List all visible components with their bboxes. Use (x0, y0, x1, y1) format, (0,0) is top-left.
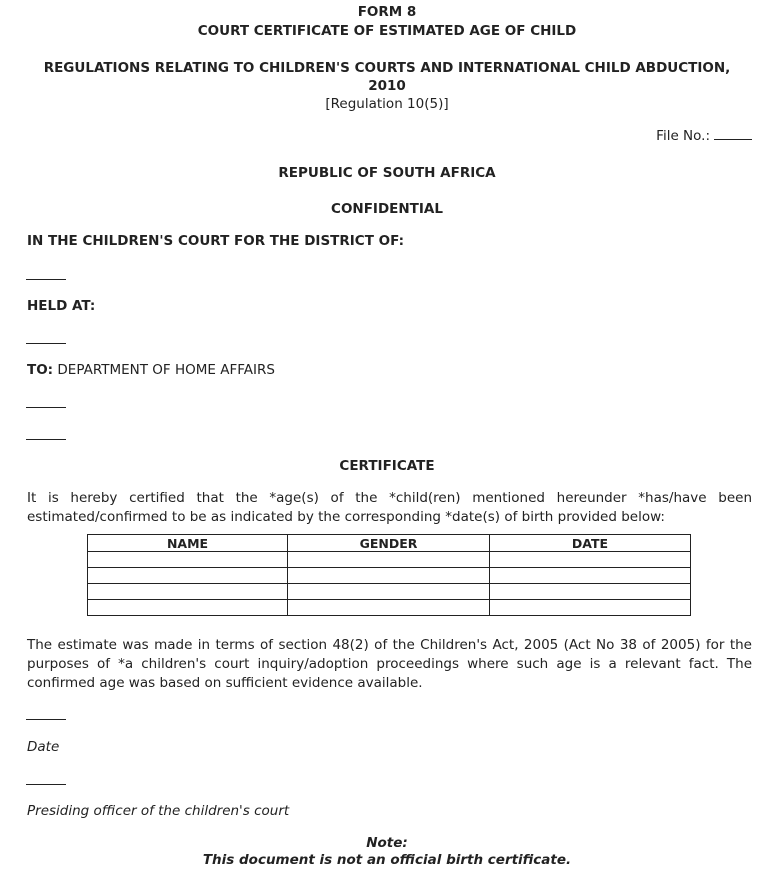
note-body-text: This document is not an official birth certificate. (202, 852, 572, 868)
regulation-reference: [Regulation 10(5)] (325, 96, 449, 112)
table-cell[interactable] (88, 584, 288, 600)
form-title: COURT CERTIFICATE OF ESTIMATED AGE OF CHILD (197, 23, 577, 39)
table-cell[interactable] (288, 584, 490, 600)
address-blank-2[interactable] (26, 439, 66, 440)
court-district-label: IN THE CHILDREN'S COURT FOR THE DISTRICT OF: (27, 233, 404, 249)
country-heading: REPUBLIC OF SOUTH AFRICA (278, 165, 496, 181)
form-number: FORM 8 (357, 4, 417, 20)
table-header-row (88, 535, 691, 552)
to-value: DEPARTMENT OF HOME AFFAIRS (57, 362, 275, 378)
children-table (87, 534, 691, 616)
column-header-gender: GENDER (288, 535, 490, 552)
held-at-blank[interactable] (26, 343, 66, 344)
note-heading-text: Note: (366, 835, 408, 851)
table-cell[interactable] (288, 600, 490, 616)
estimate-paragraph: The estimate was made in terms of section 48(2) of the Children's Act, 2005 (Act No 38 of 2005) for the purposes of *a children's court inquiry/adoption proceedings where such age is a relevant fact. The confirmed age was based on sufficient evidence available. (27, 637, 752, 691)
table-cell[interactable] (490, 552, 691, 568)
column-header-name: NAME (88, 535, 288, 552)
table-cell[interactable] (288, 568, 490, 584)
date-label-text: Date (27, 739, 60, 755)
file-number-blank[interactable] (714, 129, 752, 140)
to-label: TO: (27, 362, 54, 378)
officer-label (27, 803, 289, 819)
officer-signature-line[interactable] (26, 784, 66, 785)
confidential-heading: CONFIDENTIAL (331, 201, 443, 217)
date-signature-line[interactable] (26, 719, 66, 720)
table-cell[interactable] (88, 568, 288, 584)
table-row (88, 568, 691, 584)
column-header-date: DATE (490, 535, 691, 552)
file-number (656, 128, 752, 144)
table-row (88, 584, 691, 600)
table-cell[interactable] (490, 600, 691, 616)
regulations-title-line2: 2010 (368, 78, 406, 94)
district-blank[interactable] (26, 279, 66, 280)
table-cell[interactable] (88, 600, 288, 616)
table-cell[interactable] (490, 584, 691, 600)
note-heading (0, 835, 774, 851)
address-blank-1[interactable] (26, 407, 66, 408)
table-row (88, 600, 691, 616)
table-cell[interactable] (288, 552, 490, 568)
certificate-intro: It is hereby certified that the *age(s) of the *child(ren) mentioned hereunder *has/have been estimated/confirmed to be as indicated by the corresponding *date(s) of birth provided below: (27, 490, 752, 525)
date-label (27, 739, 59, 755)
addressee (27, 362, 275, 378)
table-cell[interactable] (490, 568, 691, 584)
note-text (0, 852, 774, 868)
table-cell[interactable] (88, 552, 288, 568)
file-number-label: File No.: (656, 128, 710, 144)
regulations-title-line1: REGULATIONS RELATING TO CHILDREN'S COURTS AND INTERNATIONAL CHILD ABDUCTION, (43, 60, 731, 76)
table-row (88, 552, 691, 568)
certificate-heading: CERTIFICATE (339, 458, 435, 474)
officer-label-text: Presiding officer of the children's court (27, 803, 290, 819)
held-at-label: HELD AT: (27, 298, 96, 314)
